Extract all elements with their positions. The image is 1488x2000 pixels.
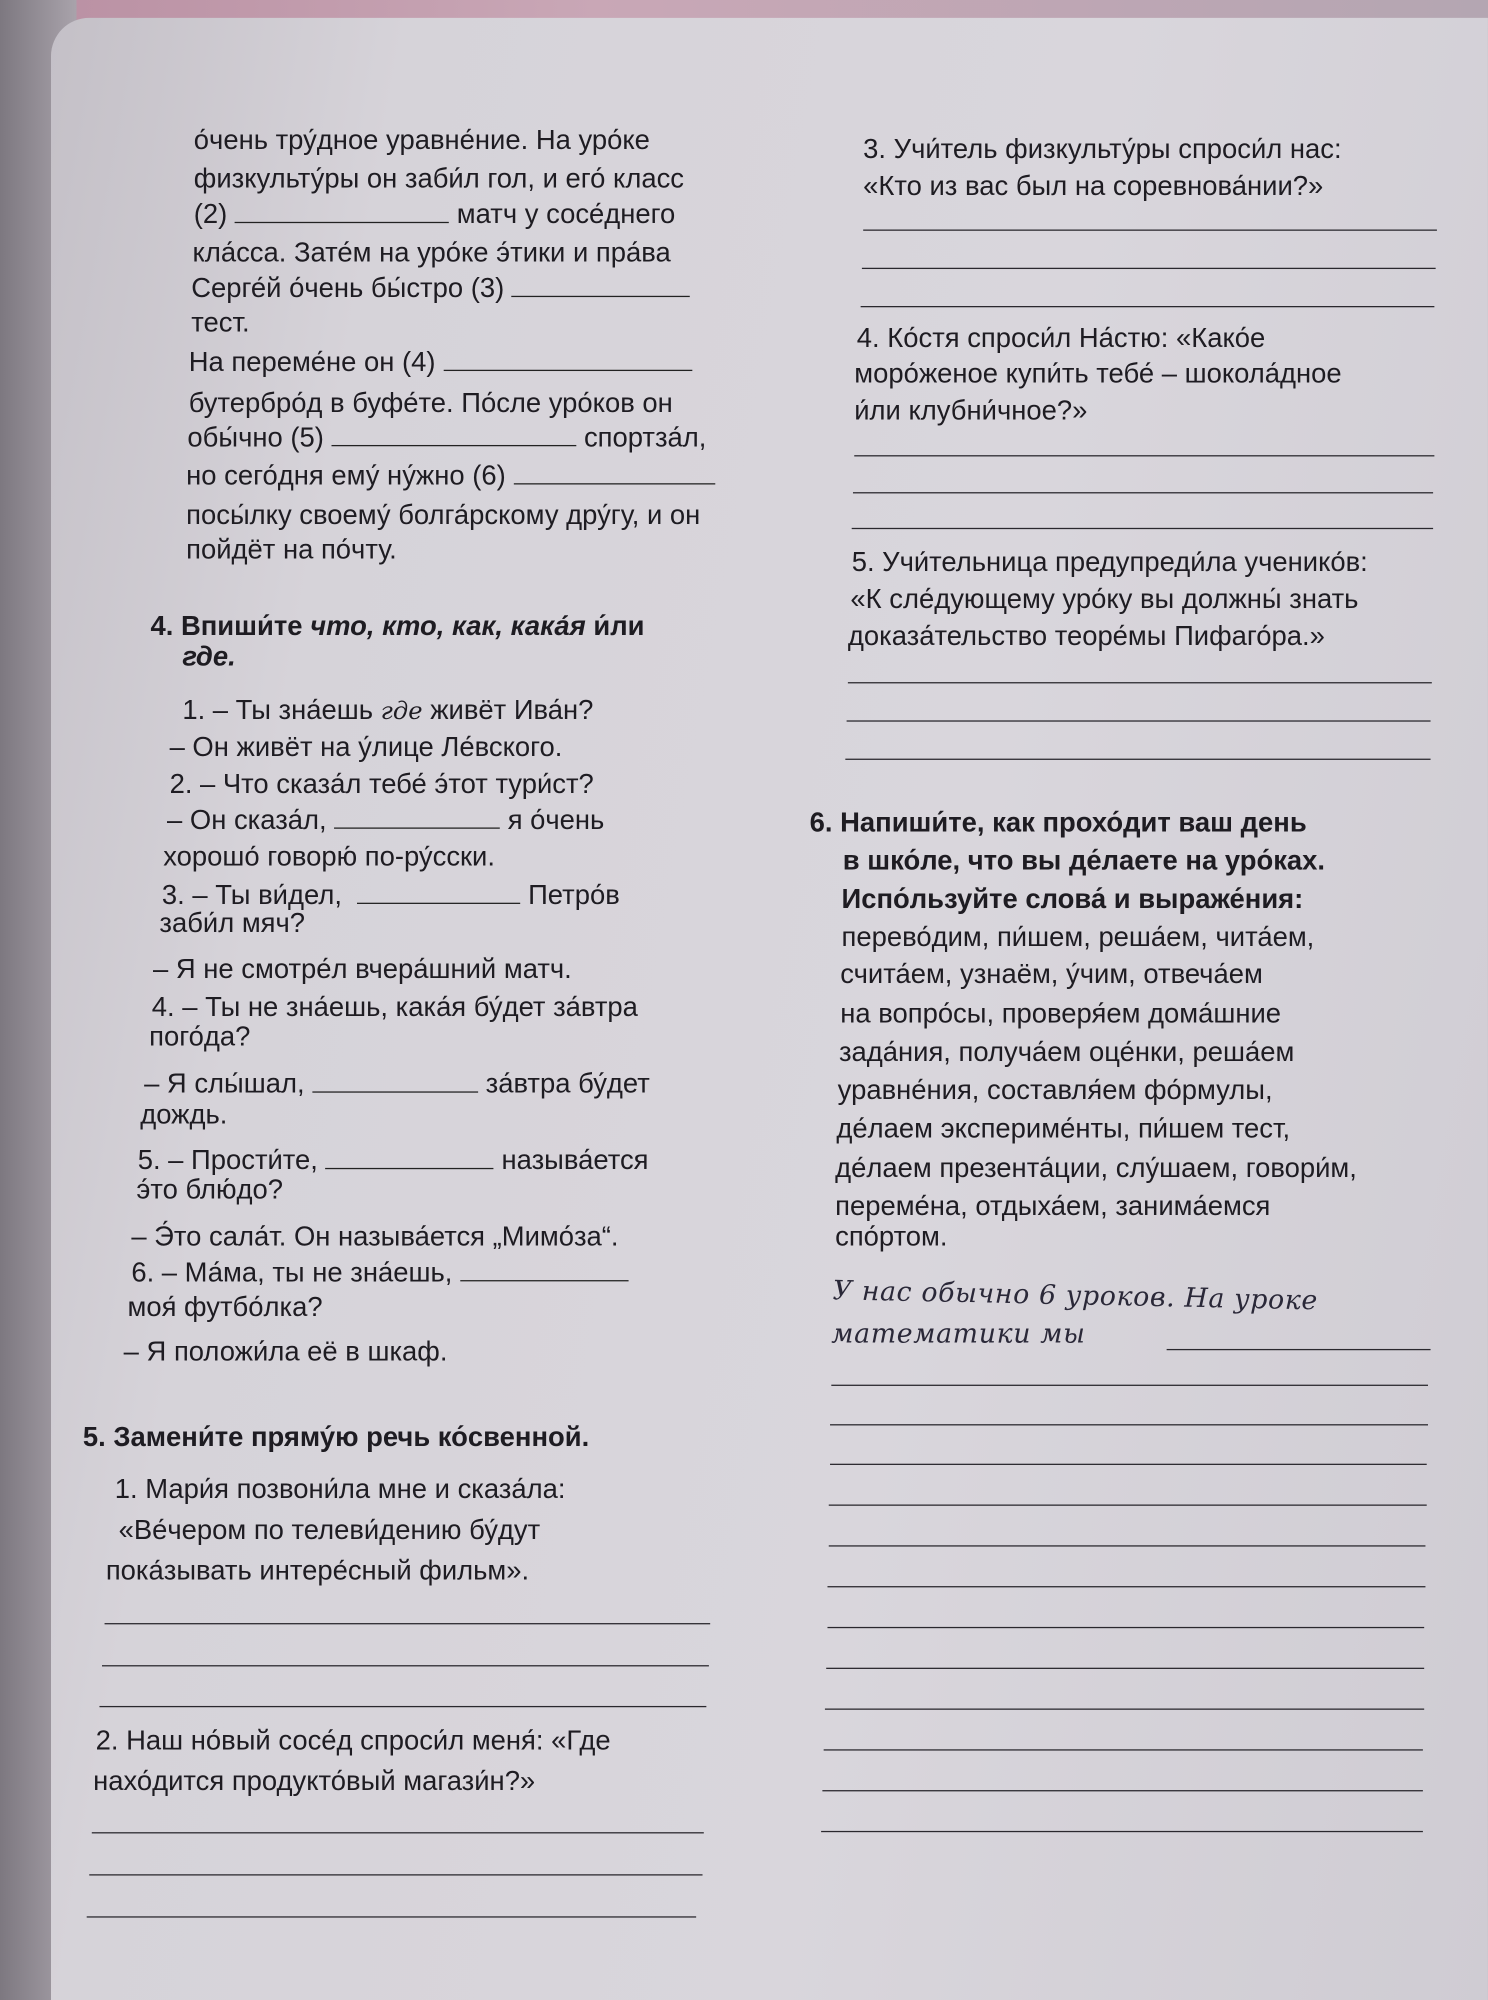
text-line: о́чень тру́дное уравне́ние. На уро́ке (193, 124, 650, 156)
line-text: 3. – Ты ви́дел, (161, 879, 342, 911)
text-line: кла́сса. Зате́м на уро́ке э́тики и пра́ва (192, 237, 671, 268)
item-line: «К сле́дующему уро́ку вы должны́ знать (850, 583, 1359, 615)
line-text: спортза́л, (583, 422, 707, 453)
answer-line[interactable] (826, 1668, 1424, 1669)
answer-line[interactable] (847, 720, 1431, 721)
dialog-line: – Э́то сала́т. Он называ́ется „Мимо́за“. (131, 1221, 619, 1253)
line-text: – Я слы́шал, (144, 1068, 305, 1100)
text-line (194, 198, 676, 231)
line-text: (2) (193, 198, 228, 230)
answer-line[interactable] (1167, 1349, 1431, 1350)
line-text: 1. – Ты зна́ешь (182, 694, 373, 726)
heading-text: и́ли (593, 610, 645, 642)
line-text: живёт Ива́н? (430, 694, 594, 726)
answer-line[interactable] (853, 492, 1433, 493)
answer-line[interactable] (830, 1464, 1427, 1465)
answer-blank-3[interactable] (512, 273, 691, 297)
item-line: «Кто из вас был на соревнова́нии?» (863, 170, 1324, 202)
item-line: и́ли клубни́чное?» (854, 395, 1088, 426)
task-5-heading: 5. Замени́те пряму́ю речь ко́свенной. (82, 1421, 590, 1453)
answer-line[interactable] (845, 759, 1430, 760)
answer-line[interactable] (827, 1627, 1424, 1628)
item-line: пока́зывать интере́сный фильм». (105, 1555, 530, 1587)
word-list-line: зада́ния, получа́ем оце́нки, реша́ем (838, 1036, 1295, 1068)
heading-text: Впиши́те (180, 610, 303, 642)
text-line (186, 459, 722, 492)
item-line: 3. Учи́тель физкульту́ры спроси́л нас: (863, 133, 1342, 165)
answer-line[interactable] (827, 1586, 1425, 1587)
line-text: за́втра бу́дет (485, 1068, 650, 1100)
line-text: но сего́дня ему́ ну́жно (6) (186, 460, 506, 491)
text-line: бутербро́д в буфе́те. По́сле уро́ков он (188, 387, 673, 419)
answer-line[interactable] (87, 1916, 696, 1917)
answer-line[interactable] (862, 268, 1436, 269)
word-list-line: счита́ем, узнаём, у́чим, отвеча́ем (840, 958, 1263, 990)
line-text: матч у сосе́днего (456, 198, 676, 230)
dialog-line (182, 694, 593, 728)
item-line: нахо́дится продукто́вый магази́н?» (93, 1765, 536, 1797)
dialog-line: – Я положи́ла её в шкаф. (123, 1336, 448, 1367)
dialog-line: пого́да? (149, 1021, 251, 1052)
answer-line[interactable] (102, 1665, 709, 1666)
answer-blank[interactable] (326, 1145, 494, 1169)
dialog-line: 4. – Ты не зна́ешь, кака́я бу́дет за́втра (151, 991, 638, 1023)
answer-line[interactable] (831, 1385, 1428, 1386)
word-list-line: спо́ртом. (835, 1221, 948, 1253)
answer-blank-6[interactable] (513, 460, 714, 484)
answer-line[interactable] (105, 1623, 711, 1624)
dialog-line: 2. – Что сказа́л тебе́ э́тот тури́ст? (169, 768, 594, 800)
answer-line[interactable] (92, 1832, 704, 1833)
dialog-line (131, 1256, 636, 1289)
dialog-line: э́то блю́до? (136, 1174, 284, 1205)
line-text: На переме́не он (4) (188, 346, 436, 378)
word-list-line: де́лаем экспериме́нты, пи́шем тест, (836, 1113, 1291, 1144)
item-line: моро́женое купи́ть тебе́ – шокола́дное (854, 358, 1342, 389)
item-line: 2. Наш но́вый сосе́д спроси́л меня́: «Где (95, 1725, 611, 1756)
word-list-line: переме́на, отдыха́ем, занима́емся (835, 1190, 1271, 1222)
handwritten-answer: математики мы (831, 1318, 1086, 1349)
word-list-line: перево́дим, пи́шем, реша́ем, чита́ем, (841, 921, 1315, 953)
answer-line[interactable] (821, 1831, 1423, 1832)
dialog-line: – Он живёт на у́лице Ле́вского. (169, 731, 563, 763)
answer-blank[interactable] (357, 880, 520, 904)
dialog-line (167, 803, 604, 836)
task-4-heading-cont: где. (182, 641, 236, 672)
answer-blank[interactable] (312, 1068, 478, 1092)
heading-italic-words: что, кто, как, кака́я (310, 610, 586, 642)
line-text: обы́чно (5) (187, 422, 324, 453)
answer-blank-5[interactable] (332, 422, 577, 446)
item-line: 4. Ко́стя спроси́л На́стю: «Како́е (856, 322, 1266, 354)
line-text: Петро́в (528, 879, 620, 911)
text-line (191, 272, 698, 305)
item-line: «Ве́чером по телеви́дению бу́дут (118, 1514, 541, 1546)
item-line: 5. Учи́тельница предупреди́ла ученико́в: (851, 546, 1368, 578)
handwritten-answer: где (380, 697, 423, 726)
handwritten-answer: У нас обычно 6 уроков. На уроке (832, 1275, 1319, 1316)
task-6-heading: Испо́льзуйте слова́ и выраже́ния: (841, 883, 1304, 915)
task-6-heading: 6. Напиши́те, как прохо́дит ваш день (809, 807, 1307, 838)
dialog-line (138, 1144, 649, 1177)
line-text: – Он сказа́л, (167, 804, 327, 836)
dialog-line: – Я не смотре́л вчера́шний матч. (153, 953, 572, 985)
answer-line[interactable] (99, 1706, 706, 1707)
answer-line[interactable] (863, 230, 1437, 231)
answer-line[interactable] (852, 528, 1433, 529)
dialog-line: хорошо́ говорю́ по-ру́сски. (163, 841, 495, 873)
answer-blank[interactable] (334, 805, 500, 829)
text-line: физкульту́ры он заби́л гол, и его́ класс (193, 163, 685, 194)
answer-blank-2[interactable] (235, 199, 449, 223)
answer-blank-4[interactable] (443, 347, 692, 371)
line-text: я о́чень (507, 804, 605, 836)
word-list-line: де́лаем презента́ции, слу́шаем, говори́м, (835, 1152, 1357, 1184)
task-6-heading: в шко́ле, что вы де́лаете на уро́ках. (842, 845, 1326, 876)
answer-line[interactable] (822, 1790, 1423, 1791)
answer-line[interactable] (825, 1709, 1424, 1710)
answer-line[interactable] (829, 1505, 1427, 1506)
dialog-line: моя́ футбо́лка? (127, 1291, 323, 1323)
answer-line[interactable] (89, 1874, 702, 1875)
task-number: 4. (150, 610, 174, 642)
answer-line[interactable] (829, 1545, 1426, 1546)
text-line: тест. (191, 307, 250, 338)
answer-line[interactable] (854, 455, 1434, 456)
word-list-line: уравне́ния, составля́ем фо́рмулы, (837, 1074, 1273, 1106)
answer-blank[interactable] (460, 1257, 628, 1281)
task-4-heading (150, 609, 644, 642)
item-line: 1. Мари́я позвони́ла мне и сказа́ла: (114, 1473, 566, 1505)
text-line: посы́лку своему́ болга́рскому дру́гу, и он (186, 499, 701, 531)
text-line (189, 346, 700, 379)
word-list-line: на вопро́сы, проверя́ем дома́шние (840, 998, 1282, 1029)
line-text: называ́ется (501, 1144, 649, 1176)
item-line: доказа́тельство теоре́мы Пифаго́ра.» (847, 620, 1325, 652)
text-line: пойдёт на по́чту. (186, 534, 397, 565)
line-text: 6. – Ма́ма, ты не зна́ешь, (131, 1257, 453, 1288)
dialog-line: заби́л мяч? (159, 907, 306, 939)
answer-line[interactable] (824, 1749, 1423, 1750)
dialog-line: дождь. (140, 1099, 228, 1130)
line-text: Серге́й о́чень бы́стро (3) (191, 272, 505, 304)
answer-line[interactable] (861, 306, 1435, 307)
dialog-line (144, 1067, 650, 1100)
answer-line[interactable] (830, 1424, 1428, 1425)
text-line (187, 421, 706, 454)
line-text: 5. – Прости́те, (137, 1144, 318, 1176)
answer-line[interactable] (848, 682, 1432, 683)
